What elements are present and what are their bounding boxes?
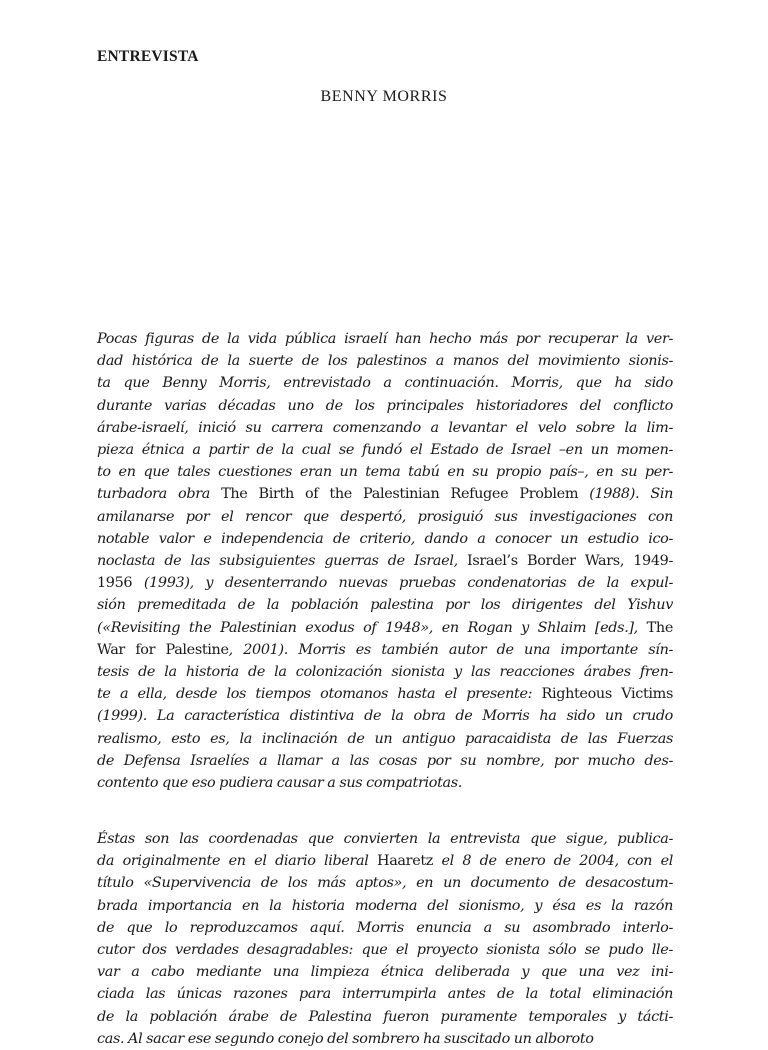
- text-line: [97, 728, 673, 750]
- text-span: var a cabo mediante una limpieza étnica deliberada y que una vez ini-: [97, 964, 673, 981]
- text-line: [97, 895, 673, 917]
- text-span: turbadora obra: [97, 486, 222, 503]
- text-line: [97, 506, 673, 528]
- text-line: [97, 594, 673, 616]
- text-span: (1999). La característica distintiva de la obra de Morris ha sido un crudo: [97, 708, 673, 725]
- text-line: [97, 350, 673, 372]
- text-line: [97, 417, 673, 439]
- text-span: (1988). Sin: [578, 486, 674, 503]
- text-span: sión premeditada de la población palestina por los dirigentes del Yishuv: [97, 597, 673, 614]
- text-span: ciada las únicas razones para interrumpirla antes de la total eliminación: [97, 986, 673, 1003]
- text-span: to en que tales cuestiones eran un tema tabú en su propio país–, en su per-: [97, 464, 673, 481]
- text-span: noclasta de las subsiguientes guerras de Israel,: [97, 553, 467, 570]
- title-reference: The: [646, 619, 673, 636]
- title-reference: Haaretz: [377, 853, 434, 870]
- text-span: da originalmente en el diario liberal: [97, 853, 377, 870]
- title-reference: Righteous Victims: [541, 686, 673, 703]
- text-line: [97, 572, 673, 594]
- text-span: te a ella, desde los tiempos otomanos hasta el presente:: [97, 686, 542, 703]
- text-span: de que lo reproduzcamos aquí. Morris enuncia a su asombrado interlo-: [97, 919, 673, 936]
- text-span: , 2001). Morris es también autor de una importante sín-: [228, 641, 673, 658]
- text-span: dad histórica de la suerte de los palestinos a manos del movimiento sionis-: [97, 353, 673, 370]
- text-span: de Defensa Israelíes a llamar a las cosas por su nombre, por mucho des-: [97, 752, 673, 769]
- text-line: [97, 750, 673, 772]
- title-reference: Israel’s Border Wars, 1949-: [467, 553, 673, 570]
- text-span: cutor dos verdades desagradables: que el proyecto sionista sólo se pudo lle-: [97, 942, 673, 959]
- text-span: durante varias décadas uno de los principales historiadores del conflicto: [97, 397, 673, 414]
- intro-paragraph-1: [97, 328, 673, 794]
- text-line: [97, 395, 673, 417]
- text-line: [97, 917, 673, 939]
- text-line: [97, 528, 673, 550]
- text-span: título «Supervivencia de los más aptos», en un documento de desacostum-: [97, 875, 673, 892]
- text-line: [97, 1006, 673, 1028]
- text-span: amilanarse por el rencor que despertó, prosiguió sus investigaciones con: [97, 508, 673, 525]
- section-label: ENTREVISTA: [97, 48, 199, 65]
- text-span: («Revisiting the Palestinian exodus of 1948», en Rogan y Shlaim [eds.],: [97, 619, 647, 636]
- text-line: [97, 872, 673, 894]
- text-span: Pocas figuras de la vida pública israelí han hecho más por recuperar la ver-: [97, 331, 673, 347]
- text-line: [97, 683, 673, 705]
- text-span: de la población árabe de Palestina fueron puramente temporales y tácti-: [97, 1008, 673, 1025]
- text-line: [97, 661, 673, 683]
- text-span: tesis de la historia de la colonización sionista y las reacciones árabes fren-: [97, 664, 673, 681]
- text-line: [97, 617, 673, 639]
- text-line: [97, 639, 673, 661]
- title-reference: 1956: [97, 575, 133, 592]
- text-span: el 8 de enero de 2004, con el: [433, 853, 673, 870]
- text-line: [97, 439, 673, 461]
- text-span: notable valor e independencia de criterio, dando a conocer un estudio ico-: [97, 530, 673, 547]
- text-span: pieza étnica a partir de la cual se fundó el Estado de Israel –en un momen-: [97, 442, 673, 459]
- text-line: [97, 483, 673, 505]
- text-line: [97, 705, 673, 727]
- text-span: Éstas son las coordenadas que convierten la entrevista que sigue, publica-: [97, 831, 673, 847]
- text-line: [97, 772, 673, 794]
- text-span: (1993), y desenterrando nuevas pruebas condenatorias de la expul-: [132, 575, 673, 592]
- text-line: [97, 328, 673, 350]
- text-line: [97, 461, 673, 483]
- intro-paragraph-2: [97, 828, 673, 1050]
- text-span: brada importancia en la historia moderna del sionismo, y ésa es la razón: [97, 897, 673, 914]
- text-line: [97, 939, 673, 961]
- text-line: [97, 961, 673, 983]
- text-span: ta que Benny Morris, entrevistado a continuación. Morris, que ha sido: [97, 375, 673, 392]
- text-span: contento que eso pudiera causar a sus compatriotas.: [97, 775, 462, 792]
- text-line: [97, 828, 673, 850]
- text-line: [97, 983, 673, 1005]
- title-reference: The Birth of the Palestinian Refugee Problem: [221, 486, 579, 503]
- text-span: realismo, esto es, la inclinación de un antiguo paracaidista de las Fuerzas: [97, 730, 673, 747]
- author-name: BENNY MORRIS: [320, 88, 448, 105]
- text-line: [97, 850, 673, 872]
- text-span: cas. Al sacar ese segundo conejo del sombrero ha suscitado un alboroto: [97, 1030, 594, 1047]
- text-span: árabe-israelí, inició su carrera comenzando a levantar el velo sobre la lim-: [97, 419, 673, 436]
- text-line: [97, 372, 673, 394]
- text-line: [97, 550, 673, 572]
- text-line: [97, 1028, 673, 1050]
- title-reference: War for Palestine: [97, 641, 229, 658]
